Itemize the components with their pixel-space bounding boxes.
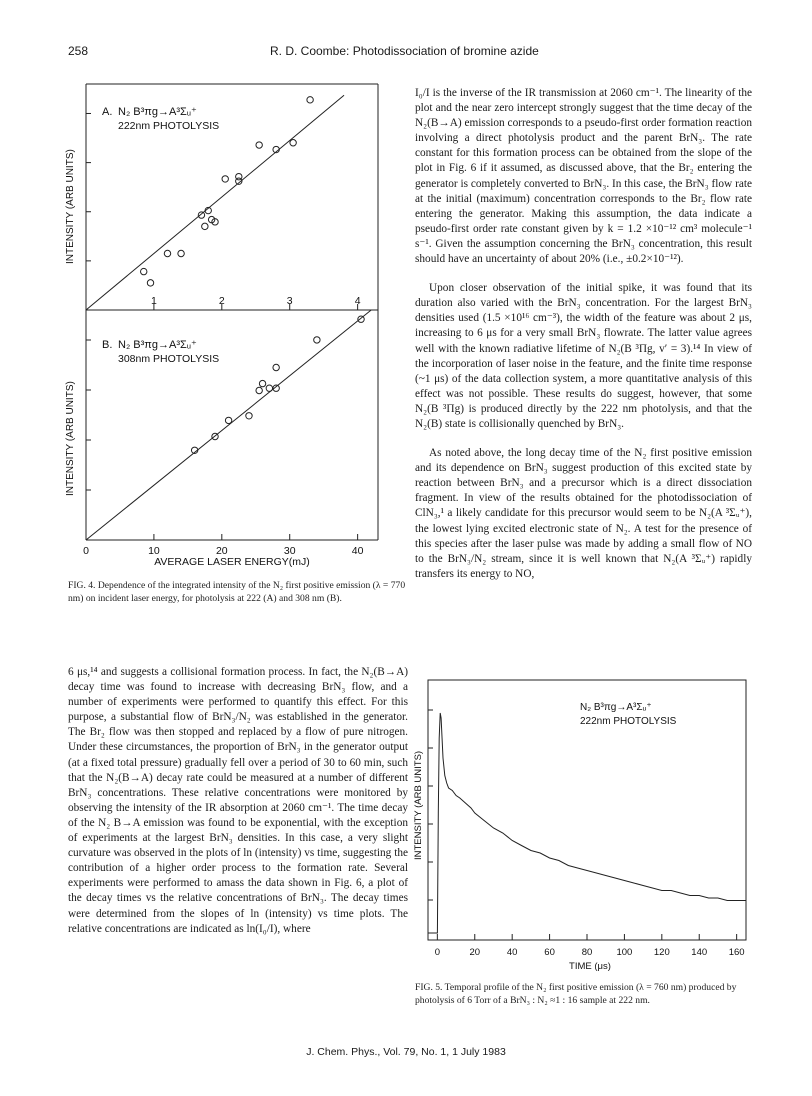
x-tick-label: 100 bbox=[616, 947, 633, 958]
figure-4-caption: FIG. 4. Dependence of the integrated intensity of the N₂ first positive emission (λ = 770 nm) on incident laser energy, for photolysis at 222 (A) and 308 nm (B). bbox=[68, 580, 406, 604]
data-point bbox=[266, 385, 272, 391]
panel-a-label: A. bbox=[102, 106, 113, 118]
x-tick-label: 4 bbox=[354, 295, 361, 307]
figure-4-frames bbox=[86, 84, 378, 540]
right-column bbox=[415, 86, 752, 596]
x-tick-label: 60 bbox=[544, 947, 555, 958]
panel-a-transition: N₂ B³πg→A³Σᵤ⁺ bbox=[118, 106, 197, 118]
figure-5-transition: N₂ B³πg→A³Σᵤ⁺ bbox=[580, 702, 652, 713]
figure-4 bbox=[60, 84, 410, 570]
x-tick-label: 40 bbox=[506, 947, 518, 958]
x-tick-label: 0 bbox=[434, 947, 441, 958]
data-point bbox=[307, 97, 313, 103]
panel-a-ylabel: INTENSITY (ARB UNITS) bbox=[65, 149, 76, 264]
x-tick-label: 2 bbox=[218, 295, 225, 307]
data-point bbox=[256, 142, 262, 148]
figure-5-method: 222nm PHOTOLYSIS bbox=[580, 716, 677, 727]
left-column bbox=[68, 665, 408, 951]
x-tick-label: 1 bbox=[150, 295, 157, 307]
data-point bbox=[259, 380, 265, 386]
decay-curve bbox=[428, 713, 746, 933]
panel-b-ylabel: INTENSITY (ARB UNITS) bbox=[65, 381, 76, 496]
data-point bbox=[178, 250, 184, 256]
figure-5-plot bbox=[428, 710, 746, 958]
running-head: R. D. Coombe: Photodissociation of bromine azide bbox=[270, 44, 539, 58]
x-tick-label: 30 bbox=[283, 545, 296, 557]
page-footer: J. Chem. Phys., Vol. 79, No. 1, 1 July 1983 bbox=[306, 1046, 506, 1058]
x-tick-label: 20 bbox=[215, 545, 228, 557]
page-number: 258 bbox=[68, 44, 89, 58]
panel-b-method: 308nm PHOTOLYSIS bbox=[118, 353, 220, 365]
x-tick-label: 80 bbox=[581, 947, 593, 958]
right-paragraph-1: I₀/I is the inverse of the IR transmission at 2060 cm⁻¹. The linearity of the plot and the near zero intercept strongly suggest that the time decay of the N₂(B→A) emission corresponds to a pseudo-first order formation reaction involving a direct photolysis product and the parent BrN₃. The rate constant for this formation process can be obtained from the slope of the plot in Fig. 6 if it assumed, as discussed above, that the Br₂ entering the generator is completely converted to BrN₃. In this case, the BrN₃ flow rate at the initial (maximum) concentration corresponds to the Br₂ flow rate entering the generator. Making this assumption, the data indicate a pseudo-first order rate constant given by k = 1.2 ×10⁻¹² cm³ molecule⁻¹ s⁻¹. Given the assumption concerning the BrN₃ concentration, this result should have an uncertainty of about 20% (i.e., ±0.2×10⁻¹²). bbox=[415, 87, 752, 266]
figure-5-ylabel: INTENSITY (ARB UNITS) bbox=[413, 750, 424, 860]
panel-b-label: B. bbox=[102, 339, 113, 351]
figure-5-xlabel: TIME (μs) bbox=[569, 961, 611, 972]
data-point bbox=[256, 387, 262, 393]
figure-4-xlabel: AVERAGE LASER ENERGY(mJ) bbox=[154, 556, 310, 568]
left-paragraph-1: 6 μs,¹⁴ and suggests a collisional formation process. In fact, the N₂(B→A) decay time was found to increase with decreasing BrN₃ flow, and a number of experiments were performed to quantify this effect. For this purpose, a substantial flow of BrN₃/N₂ was established in the generator. The Br₂ flow was then stopped and replaced by a flow of pure nitrogen. Under these circumstances, the proportion of BrN₃ in the generator output (at a fixed total pressure) gradually fell over a period of 30 to 60 min, such that the N₂(B→A) decay rate could be measured at a number of different BrN₃ concentrations. These relative concentrations were monitored by observing the intensity of the IR absorption at 2060 cm⁻¹. The time decay of the N₂ B→A emission was found to be exponential, with the exception of experiments at the largest BrN₃ densities. In this case, a very slight curvature was observed in the plots of ln (intensity) vs time, suggesting the contribution of a higher order process to the formation rate. Several experiments were performed to amass the data shown in Fig. 6, a plot of the decay times vs the relative concentrations of BrN₃. The decay times were determined from the slopes of ln (intensity) vs time plots. The relative concentrations are indicated as ln(I₀/I), where bbox=[68, 666, 408, 935]
x-tick-label: 40 bbox=[351, 545, 364, 557]
right-paragraph-2: Upon closer observation of the initial spike, it was found that its duration also varied with the BrN₃ concentration. For the largest BrN₃ densities used (1.5 ×10¹⁶ cm⁻³), the width of the feature was about 2 μs, increasing to 6 μs for a very small BrN₃ flowrate. The latter value agrees well with the known radiative lifetime of N₂(B ³Πg, v′ = 3).¹⁴ In view of the incorporation of laser noise in the feature, and the finite time response (~1 μs) of the data collection system, a more quantitative analysis of this effect was not possible. These results do suggest, however, that some N₂(B ³Πg) is produced directly by the 222 nm photolysis, and that the N₂(B) state is collisionally quenched by BrN₃. bbox=[415, 282, 752, 430]
panel-b-transition: N₂ B³πg→A³Σᵤ⁺ bbox=[118, 339, 197, 351]
data-point bbox=[147, 280, 153, 286]
data-point bbox=[225, 417, 231, 423]
data-point bbox=[358, 316, 364, 322]
x-tick-label: 10 bbox=[148, 545, 160, 557]
x-tick-label: 140 bbox=[691, 947, 708, 958]
data-point bbox=[290, 140, 296, 146]
data-point bbox=[222, 176, 228, 182]
x-tick-label: 20 bbox=[469, 947, 481, 958]
data-point bbox=[202, 223, 208, 229]
data-point bbox=[246, 413, 252, 419]
data-point bbox=[314, 337, 320, 343]
x-tick-label: 0 bbox=[83, 545, 89, 557]
figure-5 bbox=[410, 680, 755, 980]
x-tick-label: 120 bbox=[653, 947, 670, 958]
x-tick-label: 3 bbox=[286, 295, 293, 307]
right-paragraph-3: As noted above, the long decay time of the N₂ first positive emission and its dependence on BrN₃ suggest production of this excited state by reaction between BrN₃ and a precursor which is a direct dissociation fragment. In view of the results obtained for the photodissociation of ClN₃,¹ a likely candidate for this precursor would seem to be N₂(A ³Σᵤ⁺), the lowest lying excited electronic state of N₂. A test for the presence of this species after the laser pulse was made by adding a small flow of NO to the BrN₃/N₂ stream, since it is well known that N₂(A ³Σᵤ⁺) rapidly transfers its energy to NO, bbox=[415, 447, 752, 580]
x-tick-label: 160 bbox=[728, 947, 745, 958]
data-point bbox=[273, 364, 279, 370]
figure-5-caption: FIG. 5. Temporal profile of the N₂ first positive emission (λ = 760 nm) produced by photolysis of 6 Torr of a BrN₃ : N₂ ≈1 : 16 sample at 222 nm. bbox=[415, 982, 737, 1006]
panel-a-method: 222nm PHOTOLYSIS bbox=[118, 120, 220, 132]
data-point bbox=[164, 250, 170, 256]
data-point bbox=[198, 212, 204, 218]
data-point bbox=[141, 268, 147, 274]
